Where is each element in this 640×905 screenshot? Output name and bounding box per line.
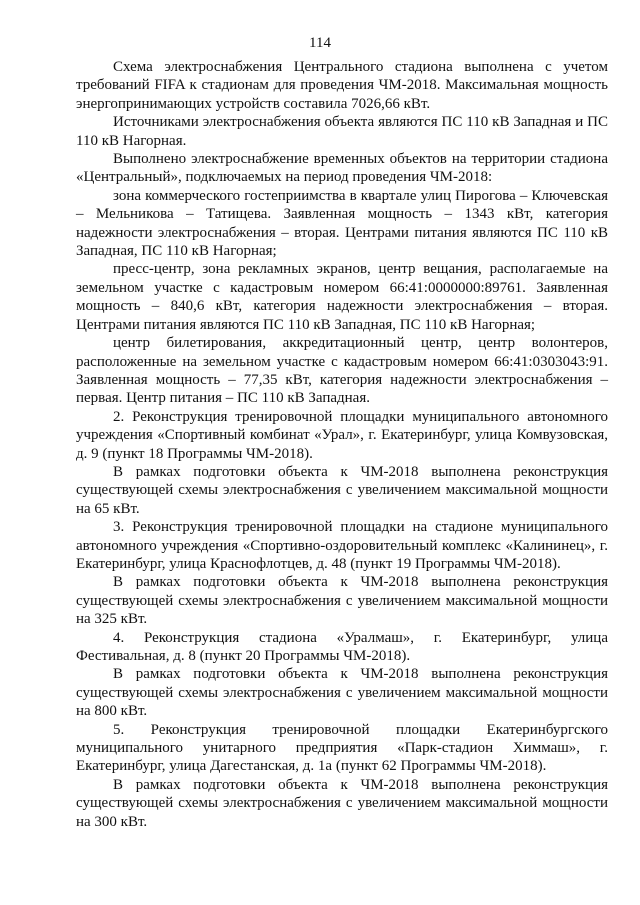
paragraph-power-sources: Источниками электроснабжения объекта являются ПС 110 кВ Западная и ПС 110 кВ Нагорная. bbox=[76, 114, 608, 149]
paragraph-item-4-details: В рамках подготовки объекта к ЧМ-2018 выполнена реконструкция существующей схемы электроснабжения с увеличением максимальной мощности на 800 кВт. bbox=[76, 666, 608, 720]
paragraph-item-5-details: В рамках подготовки объекта к ЧМ-2018 выполнена реконструкция существующей схемы электроснабжения с увеличением максимальной мощности на 300 кВт. bbox=[76, 776, 608, 830]
paragraph-press-center: пресс-центр, зона рекламных экранов, центр вещания, располагаемые на земельном участке с кадастровым номером 66:41:0000000:89761. Заявленная мощность – 840,6 кВт, категория надежности электроснабжения – вторая. Центрами питания являются ПС 110 кВ Западная, ПС 110 кВ Нагорная; bbox=[76, 261, 608, 333]
paragraph-item-5-heading: 5. Реконструкция тренировочной площадки Екатеринбургского муниципального унитарного предприятия «Парк-стадион Химмаш», г. Екатеринбург, улица Дагестанская, д. 1а (пункт 62 Программы ЧМ-2018). bbox=[76, 721, 608, 775]
paragraph-ticketing-center: центр билетирования, аккредитационный центр, центр волонтеров, расположенные на земельном участке с кадастровым номером 66:41:0303043:91. Заявленная мощность – 77,35 кВт, категория надежности электроснабжения – первая. Центр питания – ПС 110 кВ Западная. bbox=[76, 335, 608, 407]
paragraph-item-2-details: В рамках подготовки объекта к ЧМ-2018 выполнена реконструкция существующей схемы электроснабжения с увеличением максимальной мощности на 65 кВт. bbox=[76, 463, 608, 517]
paragraph-item-3-details: В рамках подготовки объекта к ЧМ-2018 выполнена реконструкция существующей схемы электроснабжения с увеличением максимальной мощности на 325 кВт. bbox=[76, 574, 608, 628]
paragraph-temporary-objects: Выполнено электроснабжение временных объектов на территории стадиона «Центральный», подключаемых на период проведения ЧМ-2018: bbox=[76, 151, 608, 186]
paragraph-item-2-heading: 2. Реконструкция тренировочной площадки муниципального автономного учреждения «Спортивный комбинат «Урал», г. Екатеринбург, улица Комвузовская, д. 9 (пункт 18 Программы ЧМ-2018). bbox=[76, 408, 608, 462]
page-number: 114 bbox=[309, 35, 331, 51]
paragraph-item-3-heading: 3. Реконструкция тренировочной площадки на стадионе муниципального автономного учреждения «Спортивно-оздоровительный комплекс «Калининец», г. Екатеринбург, улица Краснофлотцев, д. 48 (пункт 19 Программы ЧМ-2018). bbox=[76, 519, 608, 572]
paragraph-hospitality-zone: зона коммерческого гостеприимства в квартале улиц Пирогова – Ключевская – Мельникова – Татищева. Заявленная мощность – 1343 кВт, категория надежности электроснабжения – вторая. Центрами питания являются ПС 110 кВ Западная, ПС 110 кВ Нагорная; bbox=[76, 187, 608, 260]
paragraph-stadium-power-scheme: Схема электроснабжения Центрального стадиона выполнена с учетом требований FIFA к стадионам для проведения ЧМ-2018. Максимальная мощность энергопринимающих устройств составила 7026,66 кВт. bbox=[76, 59, 608, 112]
document-body bbox=[76, 58, 608, 831]
paragraph-item-4-heading: 4. Реконструкция стадиона «Уралмаш», г. Екатеринбург, улица Фестивальная, д. 8 (пункт 20 Программы ЧМ-2018). bbox=[76, 629, 608, 664]
